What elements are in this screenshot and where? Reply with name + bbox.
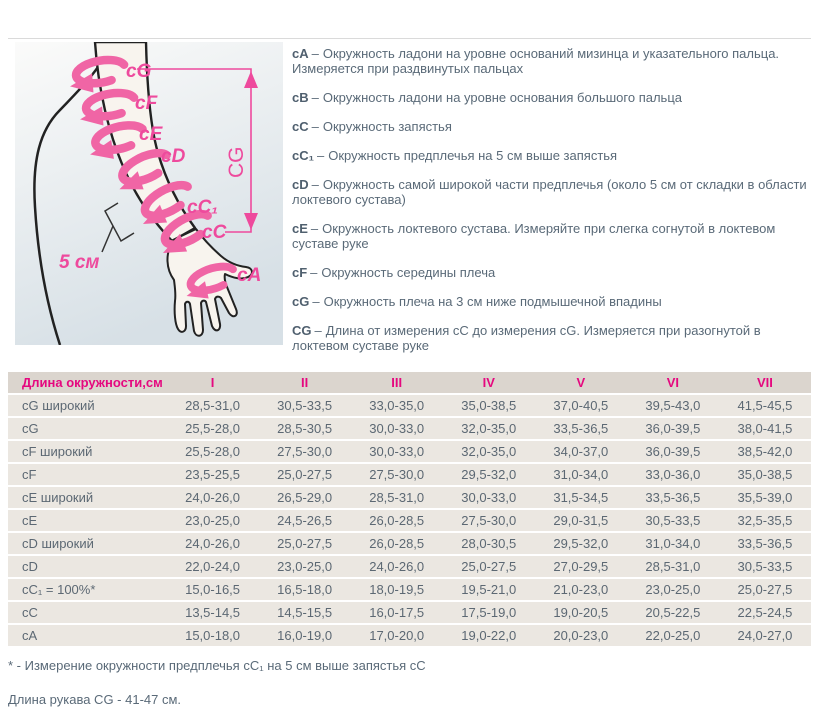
definitions-list	[292, 46, 816, 367]
table-row	[8, 602, 811, 623]
definition-term: cF	[292, 265, 308, 280]
range-cell: 36,0-39,5	[627, 441, 719, 462]
definition-item	[292, 294, 816, 309]
range-cell: 26,5-29,0	[259, 487, 351, 508]
range-cell: 24,5-26,5	[259, 510, 351, 531]
range-cell: 25,0-27,5	[719, 579, 811, 600]
definition-separator: –	[310, 265, 318, 280]
range-cell: 22,0-24,0	[167, 556, 259, 577]
range-cell: 25,5-28,0	[167, 441, 259, 462]
label-cd: cD	[161, 146, 186, 167]
range-cell: 30,5-33,5	[627, 510, 719, 531]
range-cell: 35,0-38,5	[443, 395, 535, 416]
range-cell: 36,0-39,5	[627, 418, 719, 439]
table-row	[8, 556, 811, 577]
row-label-cell: cC	[8, 602, 167, 623]
label-cf: cF	[135, 93, 158, 114]
definition-item	[292, 148, 816, 163]
definition-description: Окружность ладони на уровне основания большого пальца	[322, 90, 683, 105]
definition-item	[292, 46, 816, 76]
row-label-cell: cF широкий	[8, 441, 167, 462]
definition-description: Окружность самой широкой части предплечья (около 5 см от складки в области локтевого сустава)	[292, 177, 807, 207]
range-cell: 38,5-42,0	[719, 441, 811, 462]
range-cell: 25,0-27,5	[259, 464, 351, 485]
definition-item	[292, 177, 816, 207]
label-ca: cA	[237, 265, 262, 286]
definition-item	[292, 119, 816, 134]
range-cell: 21,0-23,0	[535, 579, 627, 600]
definition-description: Окружность середины плеча	[321, 265, 496, 280]
definition-description: Длина от измерения сС до измерения сG. Измеряется при разогнутой в локтевом суставе руке	[292, 323, 761, 353]
range-cell: 25,0-27,5	[443, 556, 535, 577]
range-cell: 34,0-37,0	[535, 441, 627, 462]
range-cell: 28,5-30,5	[259, 418, 351, 439]
row-label-cell: cG	[8, 418, 167, 439]
range-cell: 27,0-29,5	[535, 556, 627, 577]
table-row	[8, 510, 811, 531]
definition-description: Окружность предплечья на 5 см выше запястья	[328, 148, 618, 163]
table-row	[8, 418, 811, 439]
range-cell: 22,5-24,5	[719, 602, 811, 623]
definition-term: cA	[292, 46, 309, 61]
table-header-row	[8, 372, 811, 393]
range-cell: 33,5-36,5	[627, 487, 719, 508]
range-cell: 30,0-33,0	[351, 441, 443, 462]
range-cell: 29,5-32,0	[443, 464, 535, 485]
range-cell: 19,0-20,5	[535, 602, 627, 623]
sizes-table	[8, 370, 811, 648]
range-cell: 28,5-31,0	[167, 395, 259, 416]
definition-description: Окружность запястья	[322, 119, 452, 134]
range-cell: 31,5-34,5	[535, 487, 627, 508]
row-label-cell: cF	[8, 464, 167, 485]
range-cell: 23,5-25,5	[167, 464, 259, 485]
range-cell: 28,0-30,5	[443, 533, 535, 554]
definition-term: cD	[292, 177, 309, 192]
range-cell: 33,0-35,0	[351, 395, 443, 416]
definition-description: Окружность ладони на уровне оснований мизинца и указательного пальца. Измеряется при раздвинутых пальцах	[292, 46, 780, 76]
header-cell-size: III	[351, 372, 443, 393]
range-cell: 24,0-26,0	[167, 487, 259, 508]
range-cell: 19,5-21,0	[443, 579, 535, 600]
label-length-cg: CG	[225, 146, 248, 178]
definition-separator: –	[314, 323, 322, 338]
definition-item	[292, 221, 816, 251]
range-cell: 35,0-38,5	[719, 464, 811, 485]
table-row	[8, 625, 811, 646]
table-row	[8, 441, 811, 462]
definition-item	[292, 323, 816, 353]
row-label-cell: cG широкий	[8, 395, 167, 416]
table-row	[8, 464, 811, 485]
range-cell: 18,0-19,5	[351, 579, 443, 600]
range-cell: 37,0-40,5	[535, 395, 627, 416]
definition-description: Окружность плеча на 3 см ниже подмышечной впадины	[323, 294, 662, 309]
range-cell: 24,0-26,0	[351, 556, 443, 577]
definition-term: CG	[292, 323, 312, 338]
definition-term: cG	[292, 294, 310, 309]
range-cell: 33,5-36,5	[535, 418, 627, 439]
table-row	[8, 579, 811, 600]
arm-measurement-diagram	[15, 42, 283, 345]
table-row	[8, 533, 811, 554]
label-cc: cC	[202, 222, 227, 243]
definition-separator: –	[312, 294, 320, 309]
range-cell: 30,0-33,0	[351, 418, 443, 439]
range-cell: 16,0-17,5	[351, 602, 443, 623]
range-cell: 20,0-23,0	[535, 625, 627, 646]
definition-term: cC₁	[292, 148, 314, 163]
row-label-cell: cE	[8, 510, 167, 531]
header-cell-size: V	[535, 372, 627, 393]
range-cell: 25,5-28,0	[167, 418, 259, 439]
range-cell: 19,0-22,0	[443, 625, 535, 646]
range-cell: 30,5-33,5	[259, 395, 351, 416]
range-cell: 41,5-45,5	[719, 395, 811, 416]
sizes-table-body	[8, 395, 811, 646]
table-row	[8, 395, 811, 416]
range-cell: 33,0-36,0	[627, 464, 719, 485]
range-cell: 20,5-22,5	[627, 602, 719, 623]
range-cell: 32,5-35,5	[719, 510, 811, 531]
row-label-cell: cD широкий	[8, 533, 167, 554]
header-cell-size: VII	[719, 372, 811, 393]
table-row	[8, 487, 811, 508]
header-cell-label: Длина окружности,см	[8, 372, 167, 393]
label-cg: cG	[126, 61, 152, 82]
row-label-cell: cD	[8, 556, 167, 577]
label-ce: cE	[139, 124, 163, 145]
range-cell: 16,5-18,0	[259, 579, 351, 600]
range-cell: 35,5-39,0	[719, 487, 811, 508]
range-cell: 17,0-20,0	[351, 625, 443, 646]
range-cell: 32,0-35,0	[443, 441, 535, 462]
label-five-cm: 5 см	[59, 252, 100, 273]
header-cell-size: I	[167, 372, 259, 393]
header-cell-size: II	[259, 372, 351, 393]
range-cell: 17,5-19,0	[443, 602, 535, 623]
range-cell: 23,0-25,0	[259, 556, 351, 577]
range-cell: 24,0-27,0	[719, 625, 811, 646]
row-label-cell: cC₁ = 100%*	[8, 579, 167, 600]
range-cell: 39,5-43,0	[627, 395, 719, 416]
label-cc1: cC₁	[187, 197, 218, 218]
range-cell: 23,0-25,0	[167, 510, 259, 531]
range-cell: 28,5-31,0	[627, 556, 719, 577]
row-label-cell: cA	[8, 625, 167, 646]
definition-item	[292, 90, 816, 105]
definition-separator: –	[311, 46, 319, 61]
range-cell: 23,0-25,0	[627, 579, 719, 600]
range-cell: 31,0-34,0	[627, 533, 719, 554]
definition-term: cB	[292, 90, 309, 105]
range-cell: 33,5-36,5	[719, 533, 811, 554]
range-cell: 27,5-30,0	[443, 510, 535, 531]
definition-item	[292, 265, 816, 280]
range-cell: 16,0-19,0	[259, 625, 351, 646]
footnote-sleeve-length: Длина рукава CG - 41-47 см.	[8, 692, 182, 707]
definition-separator: –	[311, 177, 319, 192]
header-cell-size: VI	[627, 372, 719, 393]
range-cell: 22,0-25,0	[627, 625, 719, 646]
range-cell: 27,5-30,0	[351, 464, 443, 485]
definition-description: Окружность локтевого сустава. Измеряйте при слегка согнутой в локтевом суставе руке	[292, 221, 776, 251]
range-cell: 29,0-31,5	[535, 510, 627, 531]
definition-separator: –	[310, 221, 319, 236]
range-cell: 15,0-16,5	[167, 579, 259, 600]
range-cell: 30,5-33,5	[719, 556, 811, 577]
range-cell: 26,0-28,5	[351, 533, 443, 554]
range-cell: 29,5-32,0	[535, 533, 627, 554]
footnote-asterisk: * - Измерение окружности предплечья сС₁ на 5 см выше запястья сС	[8, 658, 426, 673]
definition-separator: –	[311, 119, 319, 134]
range-cell: 27,5-30,0	[259, 441, 351, 462]
range-cell: 30,0-33,0	[443, 487, 535, 508]
range-cell: 24,0-26,0	[167, 533, 259, 554]
row-label-cell: cE широкий	[8, 487, 167, 508]
range-cell: 38,0-41,5	[719, 418, 811, 439]
range-cell: 15,0-18,0	[167, 625, 259, 646]
range-cell: 31,0-34,0	[535, 464, 627, 485]
range-cell: 25,0-27,5	[259, 533, 351, 554]
top-divider	[8, 38, 811, 39]
range-cell: 28,5-31,0	[351, 487, 443, 508]
definition-term: cC	[292, 119, 309, 134]
header-cell-size: IV	[443, 372, 535, 393]
range-cell: 13,5-14,5	[167, 602, 259, 623]
definition-separator: –	[311, 90, 319, 105]
range-cell: 32,0-35,0	[443, 418, 535, 439]
range-cell: 26,0-28,5	[351, 510, 443, 531]
definition-term: cE	[292, 221, 308, 236]
range-cell: 14,5-15,5	[259, 602, 351, 623]
sizes-table-header	[8, 372, 811, 393]
definition-separator: –	[317, 148, 325, 163]
